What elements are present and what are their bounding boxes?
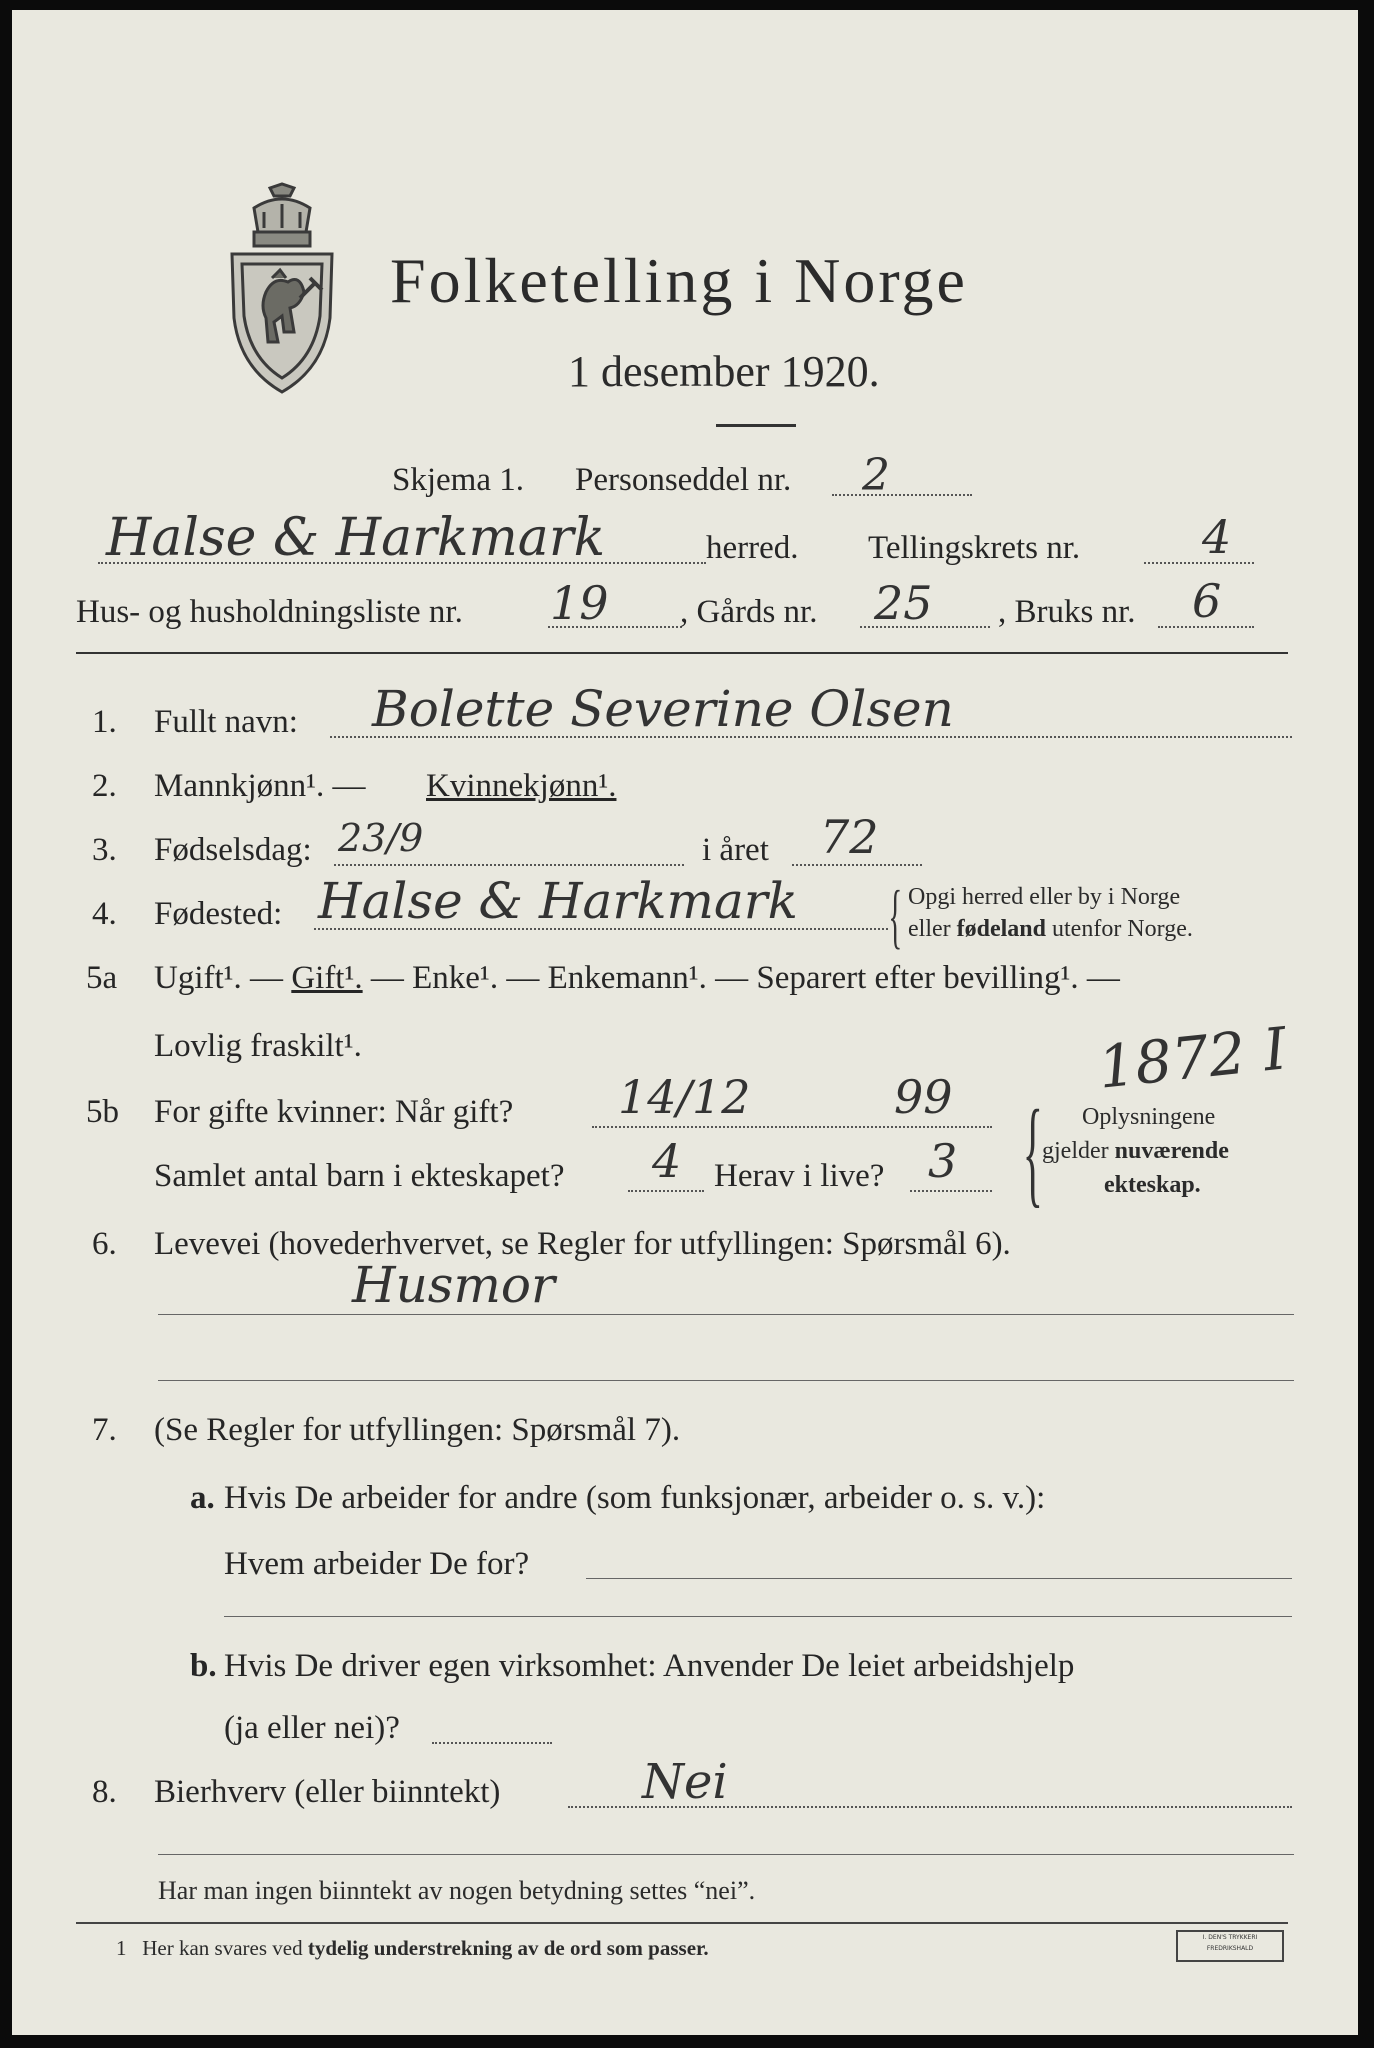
gards-label: , Gårds nr. — [680, 594, 818, 630]
header-divider — [76, 652, 1288, 654]
q5b-label: For gifte kvinner: Når gift? — [154, 1094, 514, 1130]
herred-value: Halse & Harkmark — [106, 508, 606, 568]
norwegian-coat-of-arms — [224, 182, 340, 396]
footer-note: Har man ingen biinntekt av nogen betydning settes “nei”. — [158, 1876, 756, 1905]
q4-label: Fødested: — [154, 896, 283, 932]
printer-stamp: I. DEN'S TRYKKERI FREDRIKSHALD — [1176, 1930, 1284, 1962]
q3-number: 3. — [92, 832, 117, 868]
birthday-value: 23/9 — [338, 816, 424, 860]
q5b-live-label: Herav i live? — [714, 1158, 885, 1194]
skjema-label: Skjema 1. — [392, 462, 524, 498]
hus-label: Hus- og husholdningsliste nr. — [76, 594, 463, 630]
personseddel-value: 2 — [862, 450, 890, 501]
footer-rule — [76, 1922, 1288, 1924]
q7-label: (Se Regler for utfyllingen: Spørsmål 7). — [154, 1412, 681, 1448]
q8-number: 8. — [92, 1774, 117, 1810]
q7a-line2: Hvem arbeider De for? — [224, 1546, 530, 1582]
q6-label: Levevei (hovederhvervet, se Regler for utfyllingen: Spørsmål 6). — [154, 1226, 1011, 1262]
census-form — [12, 10, 1358, 2035]
footnote: 1 Her kan svares ved tydelig understrekning av de ord som passer. — [116, 1936, 709, 1960]
marriage-date-value: 14/12 — [618, 1070, 751, 1124]
q7a-line1: Hvis De arbeider for andre (som funksjonær, arbeider o. s. v.): — [224, 1480, 1046, 1516]
q8-label: Bierhverv (eller biinntekt) — [154, 1774, 501, 1810]
form-date: 1 desember 1920. — [568, 347, 880, 396]
q7b-line2: (ja eller nei)? — [224, 1710, 400, 1746]
form-title: Folketelling i Norge — [390, 245, 968, 316]
q5b-brace: { — [1022, 1085, 1043, 1218]
bruks-value: 6 — [1192, 574, 1222, 628]
personseddel-label: Personseddel nr. — [575, 462, 792, 498]
tellingskrets-value: 4 — [1202, 510, 1232, 564]
q5b-note-3: ekteskap. — [1104, 1172, 1201, 1198]
q5a-number: 5a — [86, 960, 118, 996]
q6-number: 6. — [92, 1226, 117, 1262]
occupation-value: Husmor — [352, 1256, 555, 1314]
q7-number: 7. — [92, 1412, 117, 1448]
full-name-value: Bolette Severine Olsen — [372, 680, 954, 738]
birthplace-value: Halse & Harkmark — [318, 872, 798, 930]
q5a-line2: Lovlig fraskilt¹. — [154, 1028, 362, 1064]
gards-value: 25 — [874, 576, 933, 630]
herred-label: herred. — [706, 530, 799, 566]
children-alive-value: 3 — [928, 1134, 958, 1188]
title-rule — [716, 424, 796, 427]
q5a-gift-underlined: Gift¹. — [291, 960, 363, 996]
marriage-year-value: 99 — [894, 1070, 953, 1124]
q7b-line1: Hvis De driver egen virksomhet: Anvender De leiet arbeidshjelp — [224, 1648, 1075, 1684]
q1-number: 1. — [92, 704, 117, 740]
hus-value: 19 — [550, 576, 609, 630]
q5a-options: Ugift¹. — Gift¹. — Enke¹. — Enkemann¹. — Separert efter bevilling¹. — — [154, 960, 1120, 996]
q2-mann: Mannkjønn¹. — — [154, 768, 366, 804]
margin-annotation: 1872 I — [1094, 1014, 1290, 1102]
q4-note-1: Opgi herred eller by i Norge — [908, 884, 1181, 910]
q5b-note-1: Oplysningene — [1082, 1104, 1216, 1130]
q4-note-2: eller fødeland utenfor Norge. — [908, 916, 1193, 942]
q4-brace: { — [888, 876, 903, 956]
q7b-letter: b. — [190, 1648, 217, 1684]
q2-kvinne-underlined: Kvinnekjønn¹. — [426, 768, 617, 804]
q1-label: Fullt navn: — [154, 704, 298, 740]
tellingskrets-label: Tellingskrets nr. — [868, 530, 1081, 566]
birth-year-value: 72 — [820, 810, 879, 864]
bruks-label: , Bruks nr. — [998, 594, 1136, 630]
q4-number: 4. — [92, 896, 117, 932]
q5b-number: 5b — [86, 1094, 119, 1130]
side-income-value: Nei — [642, 1754, 728, 1810]
children-count-value: 4 — [652, 1134, 682, 1188]
q3-year-label: i året — [702, 832, 769, 868]
q5b-note-2: gjelder nuværende — [1042, 1138, 1229, 1164]
q5b-barn-label: Samlet antal barn i ekteskapet? — [154, 1158, 565, 1194]
q2-number: 2. — [92, 768, 117, 804]
q7a-letter: a. — [190, 1480, 215, 1516]
q3-label: Fødselsdag: — [154, 832, 312, 868]
